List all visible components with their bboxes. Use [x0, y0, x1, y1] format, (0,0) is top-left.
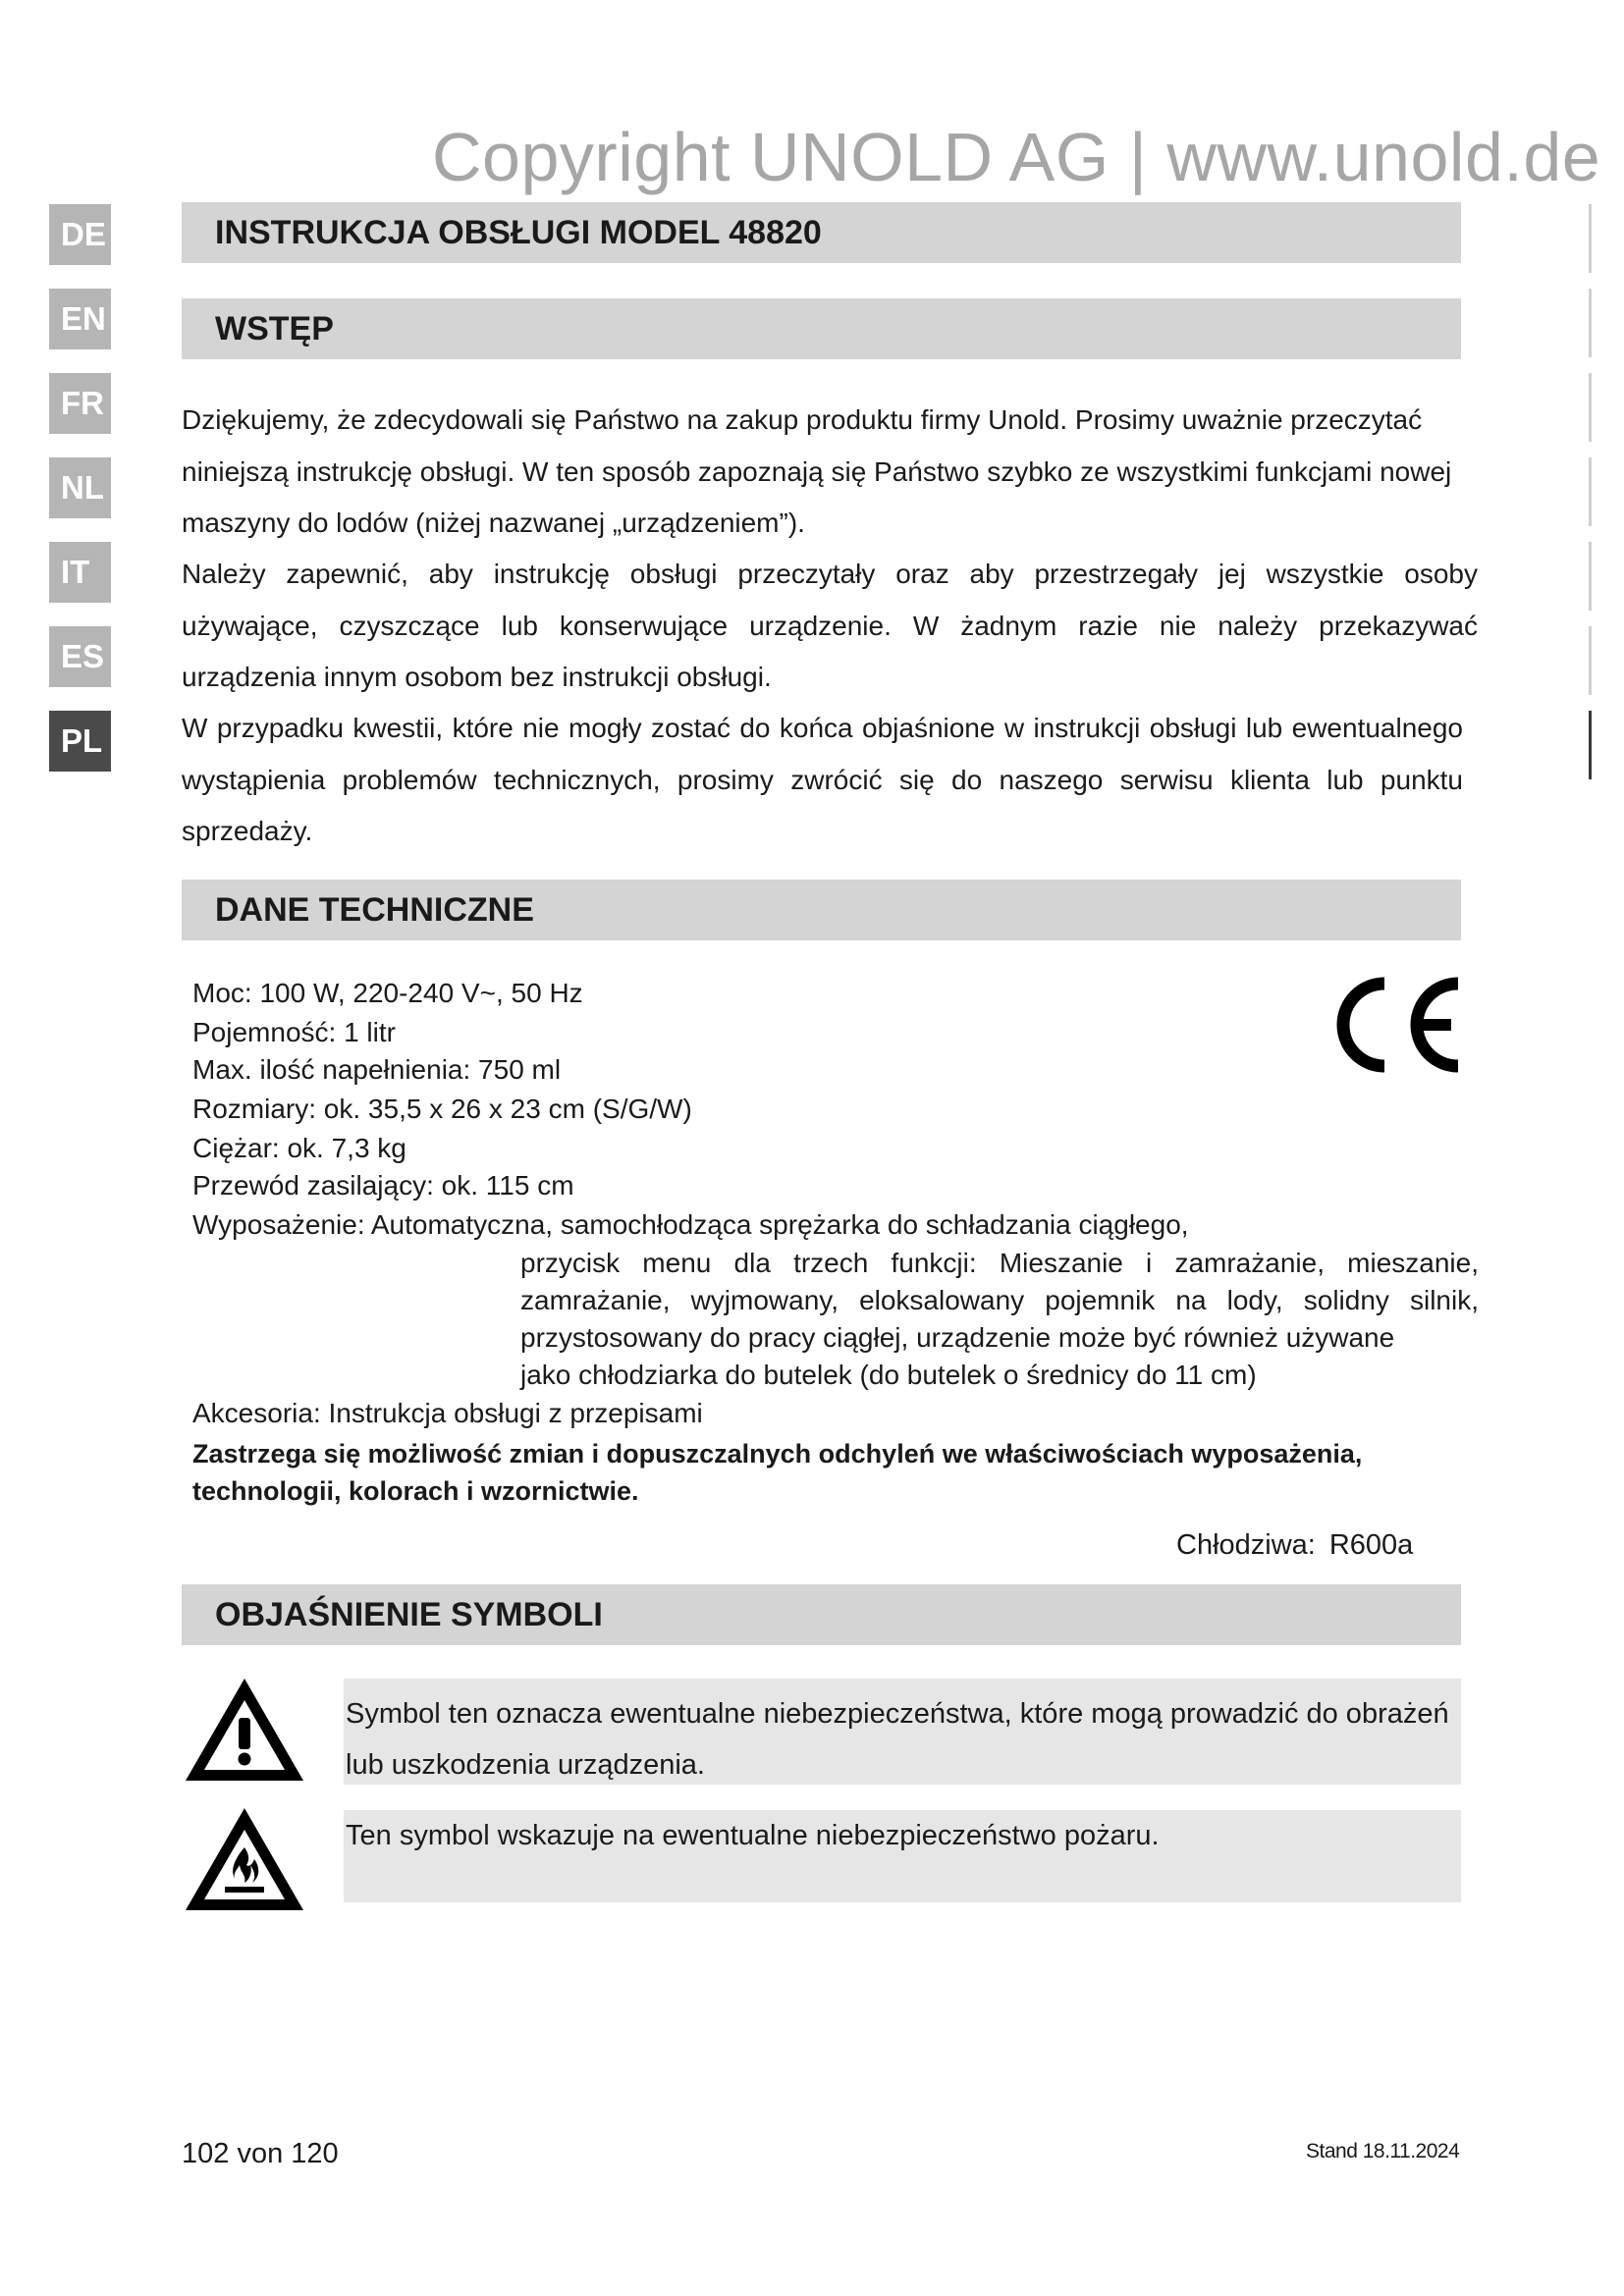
copyright-watermark: Copyright UNOLD AG | www.unold.de [432, 119, 1601, 195]
symbol-fire-description: Ten symbol wskazuje na ewentualne niebezpieczeństwo pożaru. [344, 1810, 1461, 1902]
warning-triangle-icon [182, 1675, 307, 1785]
edge-mark-pl [1589, 711, 1592, 779]
edge-mark-es [1589, 626, 1592, 695]
page-title: INSTRUKCJA OBSŁUGI MODEL 48820 [182, 202, 1461, 263]
section-heading-symbols: OBJAŚNIENIE SYMBOLI [182, 1584, 1461, 1645]
fire-hazard-icon [182, 1804, 307, 1914]
lang-tab-de[interactable]: DE [49, 204, 111, 265]
edge-mark-it [1589, 542, 1592, 611]
lang-tab-en[interactable]: EN [49, 289, 111, 349]
spec-accessories: Akcesoria: Instrukcja obsługi z przepisami [192, 1398, 703, 1428]
edge-mark-de [1589, 204, 1592, 273]
intro-paragraph-2: Należy zapewnić, aby instrukcję obsługi przeczytały oraz aby przestrzegały jej wszystkie osoby używające, czyszczące lub konserwujące urządzenie. W żadnym razie nie należy przekazywać urządzenia innym osobom bez instrukcji obsługi. [182, 559, 1478, 692]
page-number: 102 von 120 [182, 2138, 339, 2169]
intro-paragraph-3: W przypadku kwestii, które nie mogły zostać do końca objaśnione w instrukcji obsługi lub ewentualnego wystąpienia problemów technicznych, prosimy zwrócić się do naszego serwisu klienta lub punktu sprzedaży. [182, 713, 1463, 846]
section-heading-intro: WSTĘP [182, 298, 1461, 359]
document-date: Stand 18.11.2024 [1306, 2140, 1460, 2163]
spec-capacity: Pojemność: 1 litr [192, 1017, 396, 1047]
lang-tab-pl[interactable]: PL [49, 711, 111, 772]
refrigerant-value: R600a [1328, 1529, 1414, 1561]
lang-tab-it[interactable]: IT [49, 542, 111, 603]
spec-dimensions: Rozmiary: ok. 35,5 x 26 x 23 cm (S/G/W) [192, 1094, 692, 1124]
edge-mark-nl [1589, 457, 1592, 526]
refrigerant [1176, 1529, 1413, 1562]
spec-equipment-label: Wyposażenie: [192, 1209, 365, 1240]
edge-mark-fr [1589, 373, 1592, 442]
spec-cable: Przewód zasilający: ok. 115 cm [192, 1170, 574, 1201]
spec-max-fill: Max. ilość napełnienia: 750 ml [192, 1054, 562, 1085]
refrigerant-label: Chłodziwa: [1176, 1529, 1316, 1561]
edge-mark-en [1589, 289, 1592, 357]
spec-equipment-continuation: przycisk menu dla trzech funkcji: Mieszanie i zamrażanie, mieszanie, zamrażanie, wyjmowany, eloksalowany pojemnik na lody, solidny silnik, przystosowany do pracy ciągłej, urządzenie może być również używane [520, 1248, 1479, 1353]
section-heading-tech: DANE TECHNICZNE [182, 880, 1461, 940]
symbol-warning-description: Symbol ten oznacza ewentualne niebezpieczeństwa, które mogą prowadzić do obrażeń lub uszkodzenia urządzenia. [344, 1679, 1461, 1785]
reservation-note: Zastrzega się możliwość zmian i dopuszczalnych odchyleń we właściwościach wyposażenia, technologii, kolorach i wzornictwie. [192, 1439, 1363, 1506]
lang-tab-fr[interactable]: FR [49, 373, 111, 434]
lang-tab-es[interactable]: ES [49, 626, 111, 687]
spec-power: Moc: 100 W, 220-240 V~, 50 Hz [192, 978, 583, 1008]
spec-equipment-last: jako chłodziarka do butelek (do butelek o średnicy do 11 cm) [520, 1360, 1257, 1390]
ce-mark-icon [1327, 974, 1465, 1076]
lang-tab-nl[interactable]: NL [49, 457, 111, 518]
spec-equipment [192, 1205, 1189, 1245]
spec-weight: Ciężar: ok. 7,3 kg [192, 1133, 406, 1163]
spec-equipment-line1: Automatyczna, samochłodząca sprężarka do schładzania ciągłego, [370, 1209, 1189, 1240]
intro-paragraph-1: Dziękujemy, że zdecydowali się Państwo na zakup produktu firmy Unold. Prosimy uważnie przeczytać niniejszą instrukcję obsługi. W ten sposób zapoznają się Państwo szybko ze wszystkimi funkcjami nowej maszyny do lodów (niżej nazwanej „urządzeniem”). [182, 404, 1452, 538]
